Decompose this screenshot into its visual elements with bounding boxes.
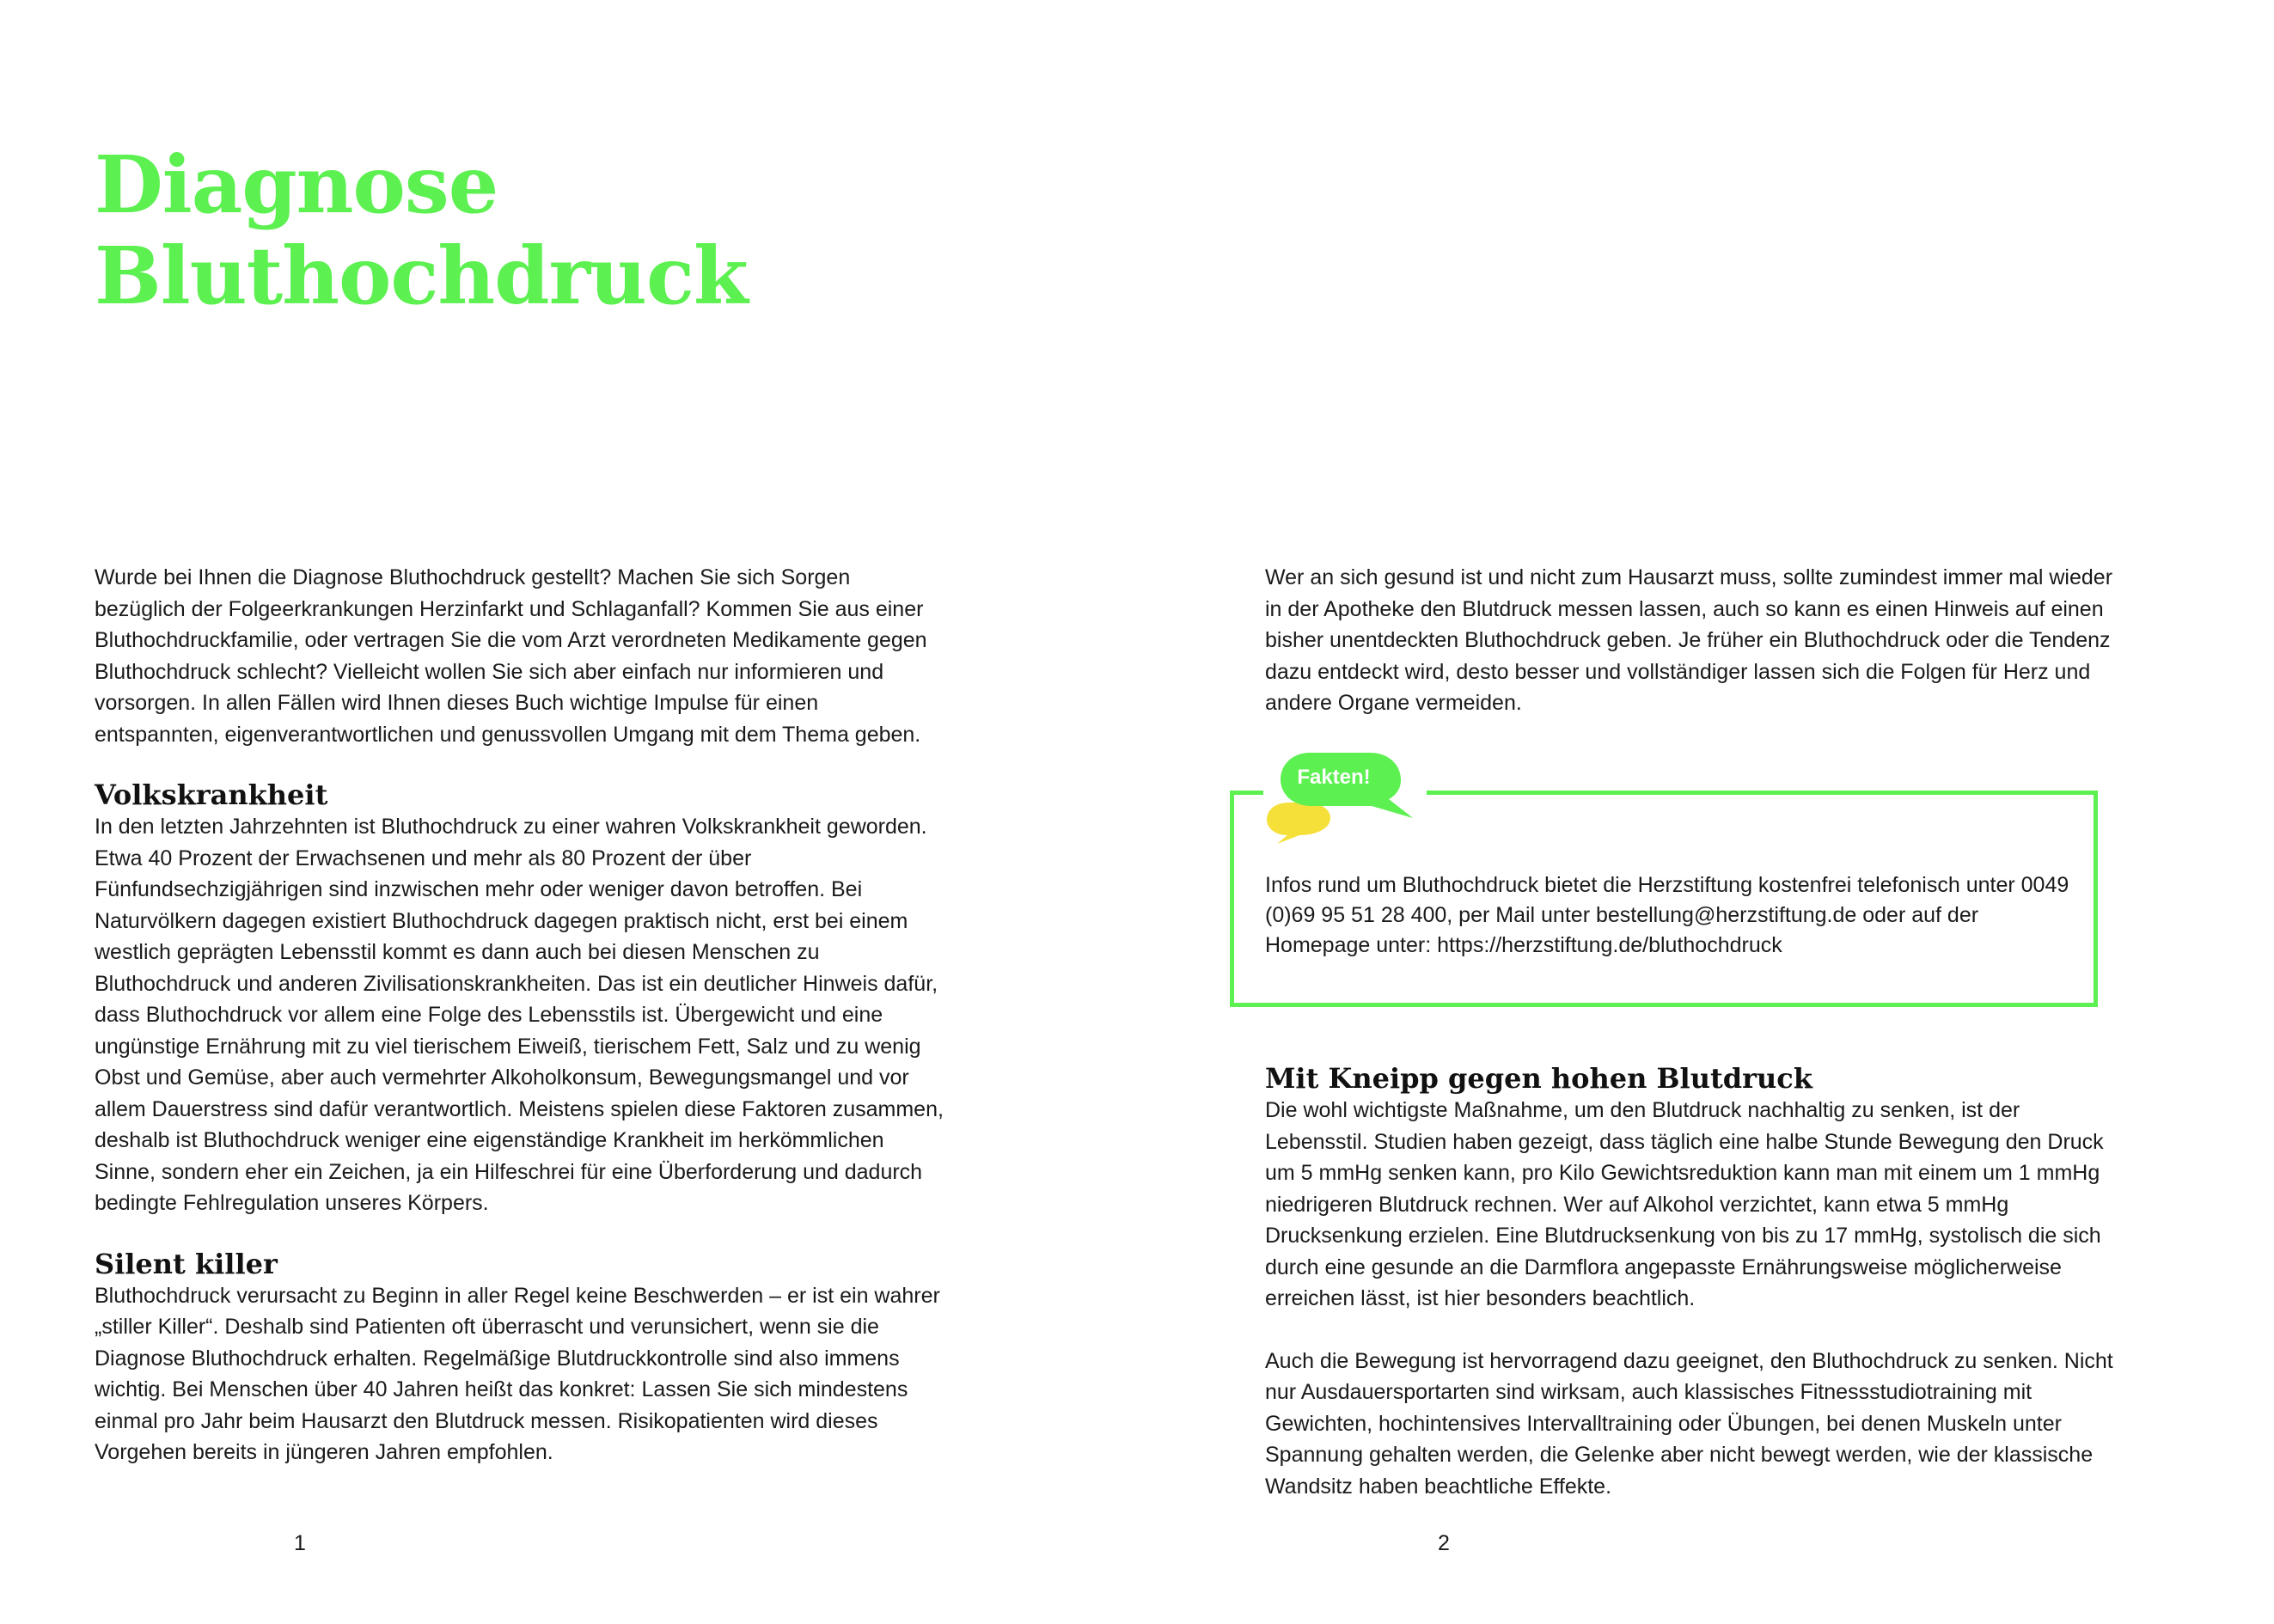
page-number-right: 2 bbox=[1438, 1531, 1450, 1555]
left-column bbox=[95, 562, 945, 1468]
kneipp-paragraph-1: Die wohl wichtigste Maßnahme, um den Blutdruck nachhaltig zu senken, ist der Lebensstil. Studien haben gezeigt, dass täglich eine halbe Stunde Bewegung den Druck um 5 mmHg senken kann, pro Kilo Gewichtsreduktion kann man mit einem um 1 mmHg niedrigeren Blutdruck rechnen. Wer auf Alkohol verzichtet, kann etwa 5 mmHg Drucksenkung erzielen. Eine Blutdrucksenkung von bis zu 17 mmHg, systolisch die sich durch eine gesunde an die Darmflora angepasste Ernährungsweise möglicherweise erreichen lässt, ist hier besonders beachtlich. bbox=[1265, 1098, 2104, 1310]
right-intro-paragraph: Wer an sich gesund ist und nicht zum Hausarzt muss, sollte zumindest immer mal wieder in der Apotheke den Blutdruck messen lassen, auch so kann es einen Hinweis auf einen bisher unentdeckten Bluthochdruck geben. Je früher ein Bluthochdruck oder die Tendenz dazu entdeckt wird, desto besser und vollständiger lassen sich die Folgen für Herz und andere Organe vermeiden. bbox=[1265, 565, 2113, 715]
kneipp-heading: Mit Kneipp gegen hohen Blutdruck bbox=[1265, 1062, 1812, 1095]
silent-killer-heading: Silent killer bbox=[95, 1247, 278, 1280]
kneipp-paragraph-2: Auch die Bewegung ist hervorragend dazu geeignet, den Bluthochdruck zu senken. Nicht nur Ausdauersportarten sind wirksam, auch klassisches Fitnessstudiotraining mit Gewichten, hochintensives Intervalltraining oder Übungen, bei denen Muskeln unter Spannung gehalten werden, die Gelenke aber nicht bewegt werden, wie der klassische Wandsitz haben beachtliche Effekte. bbox=[1265, 1348, 2113, 1499]
right-column-intro bbox=[1265, 562, 2124, 719]
facts-text: Infos rund um Bluthochdruck bietet die Herzstiftung kostenfrei telefonisch unter 0049 (0)69 95 51 28 400, per Mail unter bestellung@herzstiftung.de oder auf der Homepage unter: https://herzstiftung.de/bluthochdruck bbox=[1265, 873, 2069, 957]
silent-killer-paragraph: Bluthochdruck verursacht zu Beginn in aller Regel keine Beschwerden – er ist ein wahrer „stiller Killer“. Deshalb sind Patienten oft überrascht und verunsichert, wenn sie die Diagnose Bluthochdruck erhalten. Regelmäßige Blutdruckkontrolle sind also immens wichtig. Bei Menschen über 40 Jahren heißt das konkret: Lassen Sie sich mindestens einmal pro Jahr beim Hausarzt den Blutdruck messen. Risikopatienten wird dieses Vorgehen bereits in jüngeren Jahren empfohlen. bbox=[95, 1283, 940, 1464]
facts-label: Fakten! bbox=[1297, 766, 1371, 789]
facts-box bbox=[1230, 791, 2098, 1007]
volkskrankheit-heading: Volkskrankheit bbox=[95, 778, 328, 811]
page-title bbox=[95, 139, 868, 321]
volkskrankheit-paragraph: In den letzten Jahrzehnten ist Bluthochdruck zu einer wahren Volkskrankheit geworden. Etwa 40 Prozent der Erwachsenen und mehr als 80 Prozent der über Fünfundsechzigjährigen sind inzwischen mehr oder weniger davon betroffen. Bei Naturvölkern dagegen existiert Bluthochdruck dagegen praktisch nicht, erst bei einem westlich geprägten Lebensstil kommt es dann auch bei diesen Menschen zu Bluthochdruck und anderen Zivilisationskrankheiten. Das ist ein deutlicher Hinweis dafür, dass Bluthochdruck vor allem eine Folge des Lebensstils ist. Übergewicht und eine ungünstige Ernährung mit zu viel tierischem Eiweiß, tierischem Fett, Salz und zu wenig Obst und Gemüse, aber auch vermehrter Alkoholkonsum, Bewegungsmangel und vor allem Dauerstress sind dafür verantwortlich. Meistens spielen diese Faktoren zusammen, deshalb ist Bluthochdruck weniger eine eigenständige Krankheit im herkömmlichen Sinne, sondern eher ein Zeichen, ja ein Hilfeschrei für eine Überforderung und dadurch bedingte Fehlregulation unseres Körpers. bbox=[95, 815, 944, 1215]
page-number-left: 1 bbox=[294, 1531, 306, 1555]
right-column-kneipp bbox=[1265, 1062, 2124, 1502]
page-title-line-1: Diagnose bbox=[95, 138, 498, 231]
page-title-line-2: Bluthochdruck bbox=[95, 229, 748, 322]
left-intro-paragraph: Wurde bei Ihnen die Diagnose Bluthochdruck gestellt? Machen Sie sich Sorgen bezüglich der Folgeerkrankungen Herzinfarkt und Schlaganfall? Kommen Sie aus einer Bluthochdruckfamilie, oder vertragen Sie die vom Arzt verordneten Medikamente gegen Bluthochdruck schlecht? Vielleicht wollen Sie sich aber einfach nur informieren und vorsorgen. In allen Fällen wird Ihnen dieses Buch wichtige Impulse für einen entspannten, eigenverantwortlichen und genussvollen Umgang mit dem Thema geben. bbox=[95, 565, 927, 747]
